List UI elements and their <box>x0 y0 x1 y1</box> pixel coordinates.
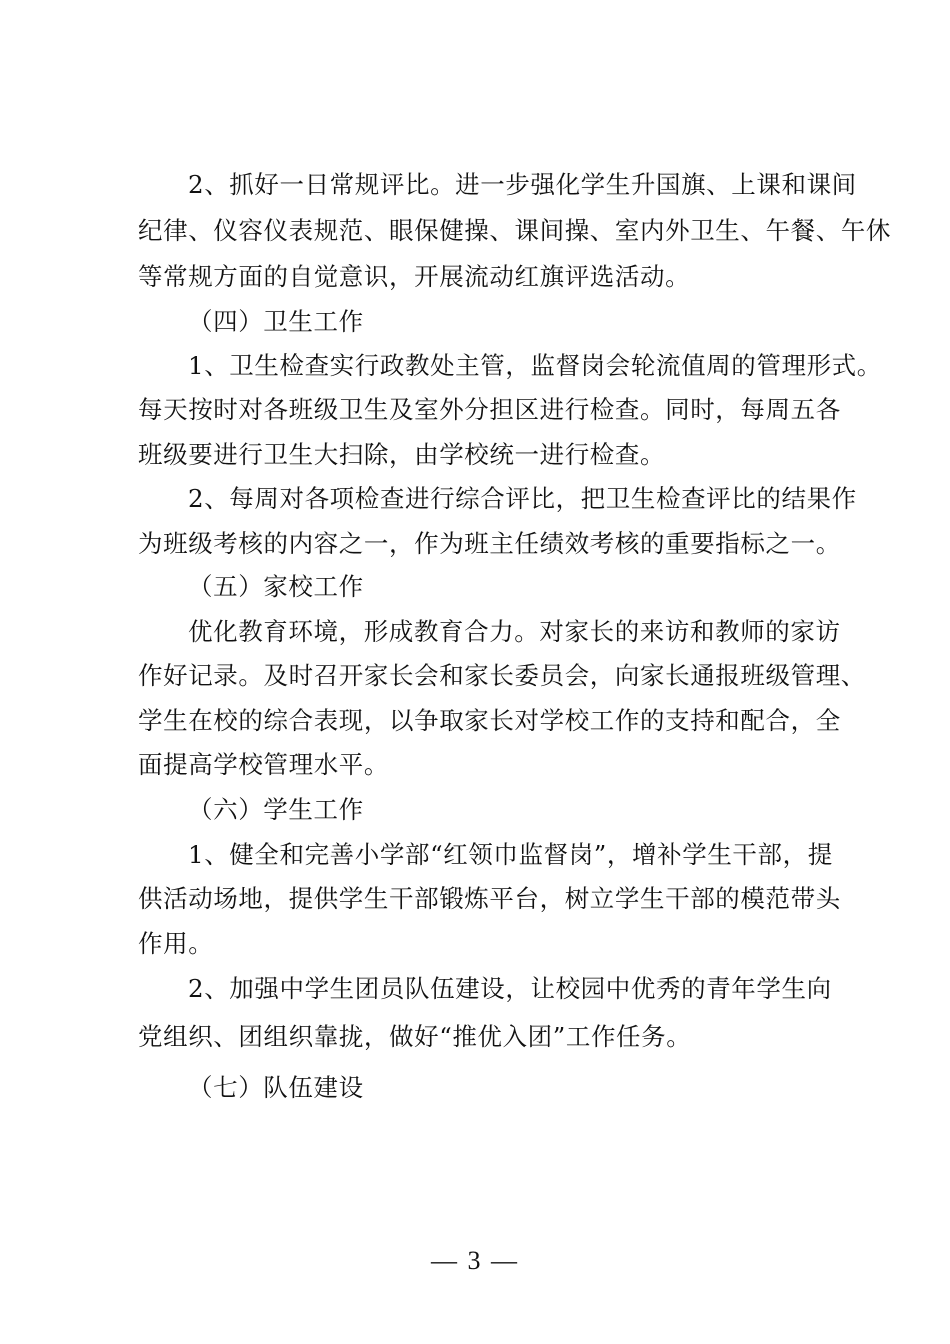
paragraph-3-line-2: 每天按时对各班级卫生及室外分担区进行检查。同时，每周五各 <box>138 395 841 424</box>
paragraph-3-line-3: 班级要进行卫生大扫除，由学校统一进行检查。 <box>138 440 666 469</box>
paragraph-1-line-1: 2、抓好一日常规评比。进一步强化学生升国旗、上课和课间 <box>188 170 857 199</box>
page-number: — 3 — <box>431 1246 519 1275</box>
paragraph-1-line-2: 纪律、仪容仪表规范、眼保健操、课间操、室内外卫生、午餐、午休 <box>138 216 891 245</box>
section-heading-home-school: （五）家校工作 <box>188 572 364 601</box>
paragraph-9-line-2: 党组织、团组织靠拢，做好“推优入团”工作任务。 <box>138 1022 692 1051</box>
paragraph-3-line-1: 1、卫生检查实行政教处主管，监督岗会轮流值周的管理形式。 <box>188 351 882 380</box>
paragraph-6-line-1: 优化教育环境，形成教育合力。对家长的来访和教师的家访 <box>188 617 841 646</box>
paragraph-9-line-1: 2、加强中学生团员队伍建设，让校园中优秀的青年学生向 <box>188 974 832 1003</box>
paragraph-4-line-2: 为班级考核的内容之一，作为班主任绩效考核的重要指标之一。 <box>138 529 841 558</box>
section-heading-hygiene: （四）卫生工作 <box>188 307 364 336</box>
paragraph-1-line-3: 等常规方面的自觉意识，开展流动红旗评选活动。 <box>138 262 691 291</box>
paragraph-6-line-3: 学生在校的综合表现，以争取家长对学校工作的支持和配合，全 <box>138 706 841 735</box>
paragraph-8-line-1: 1、健全和完善小学部“红领巾监督岗”，增补学生干部，提 <box>188 840 833 869</box>
paragraph-4-line-1: 2、每周对各项检查进行综合评比，把卫生检查评比的结果作 <box>188 484 857 513</box>
section-heading-student-work: （六）学生工作 <box>188 795 364 824</box>
paragraph-8-line-3: 作用。 <box>138 929 214 958</box>
section-heading-team-building: （七）队伍建设 <box>188 1073 364 1102</box>
paragraph-6-line-4: 面提高学校管理水平。 <box>138 750 389 779</box>
paragraph-8-line-2: 供活动场地，提供学生干部锻炼平台，树立学生干部的模范带头 <box>138 884 841 913</box>
paragraph-6-line-2: 作好记录。及时召开家长会和家长委员会，向家长通报班级管理、 <box>138 661 866 690</box>
